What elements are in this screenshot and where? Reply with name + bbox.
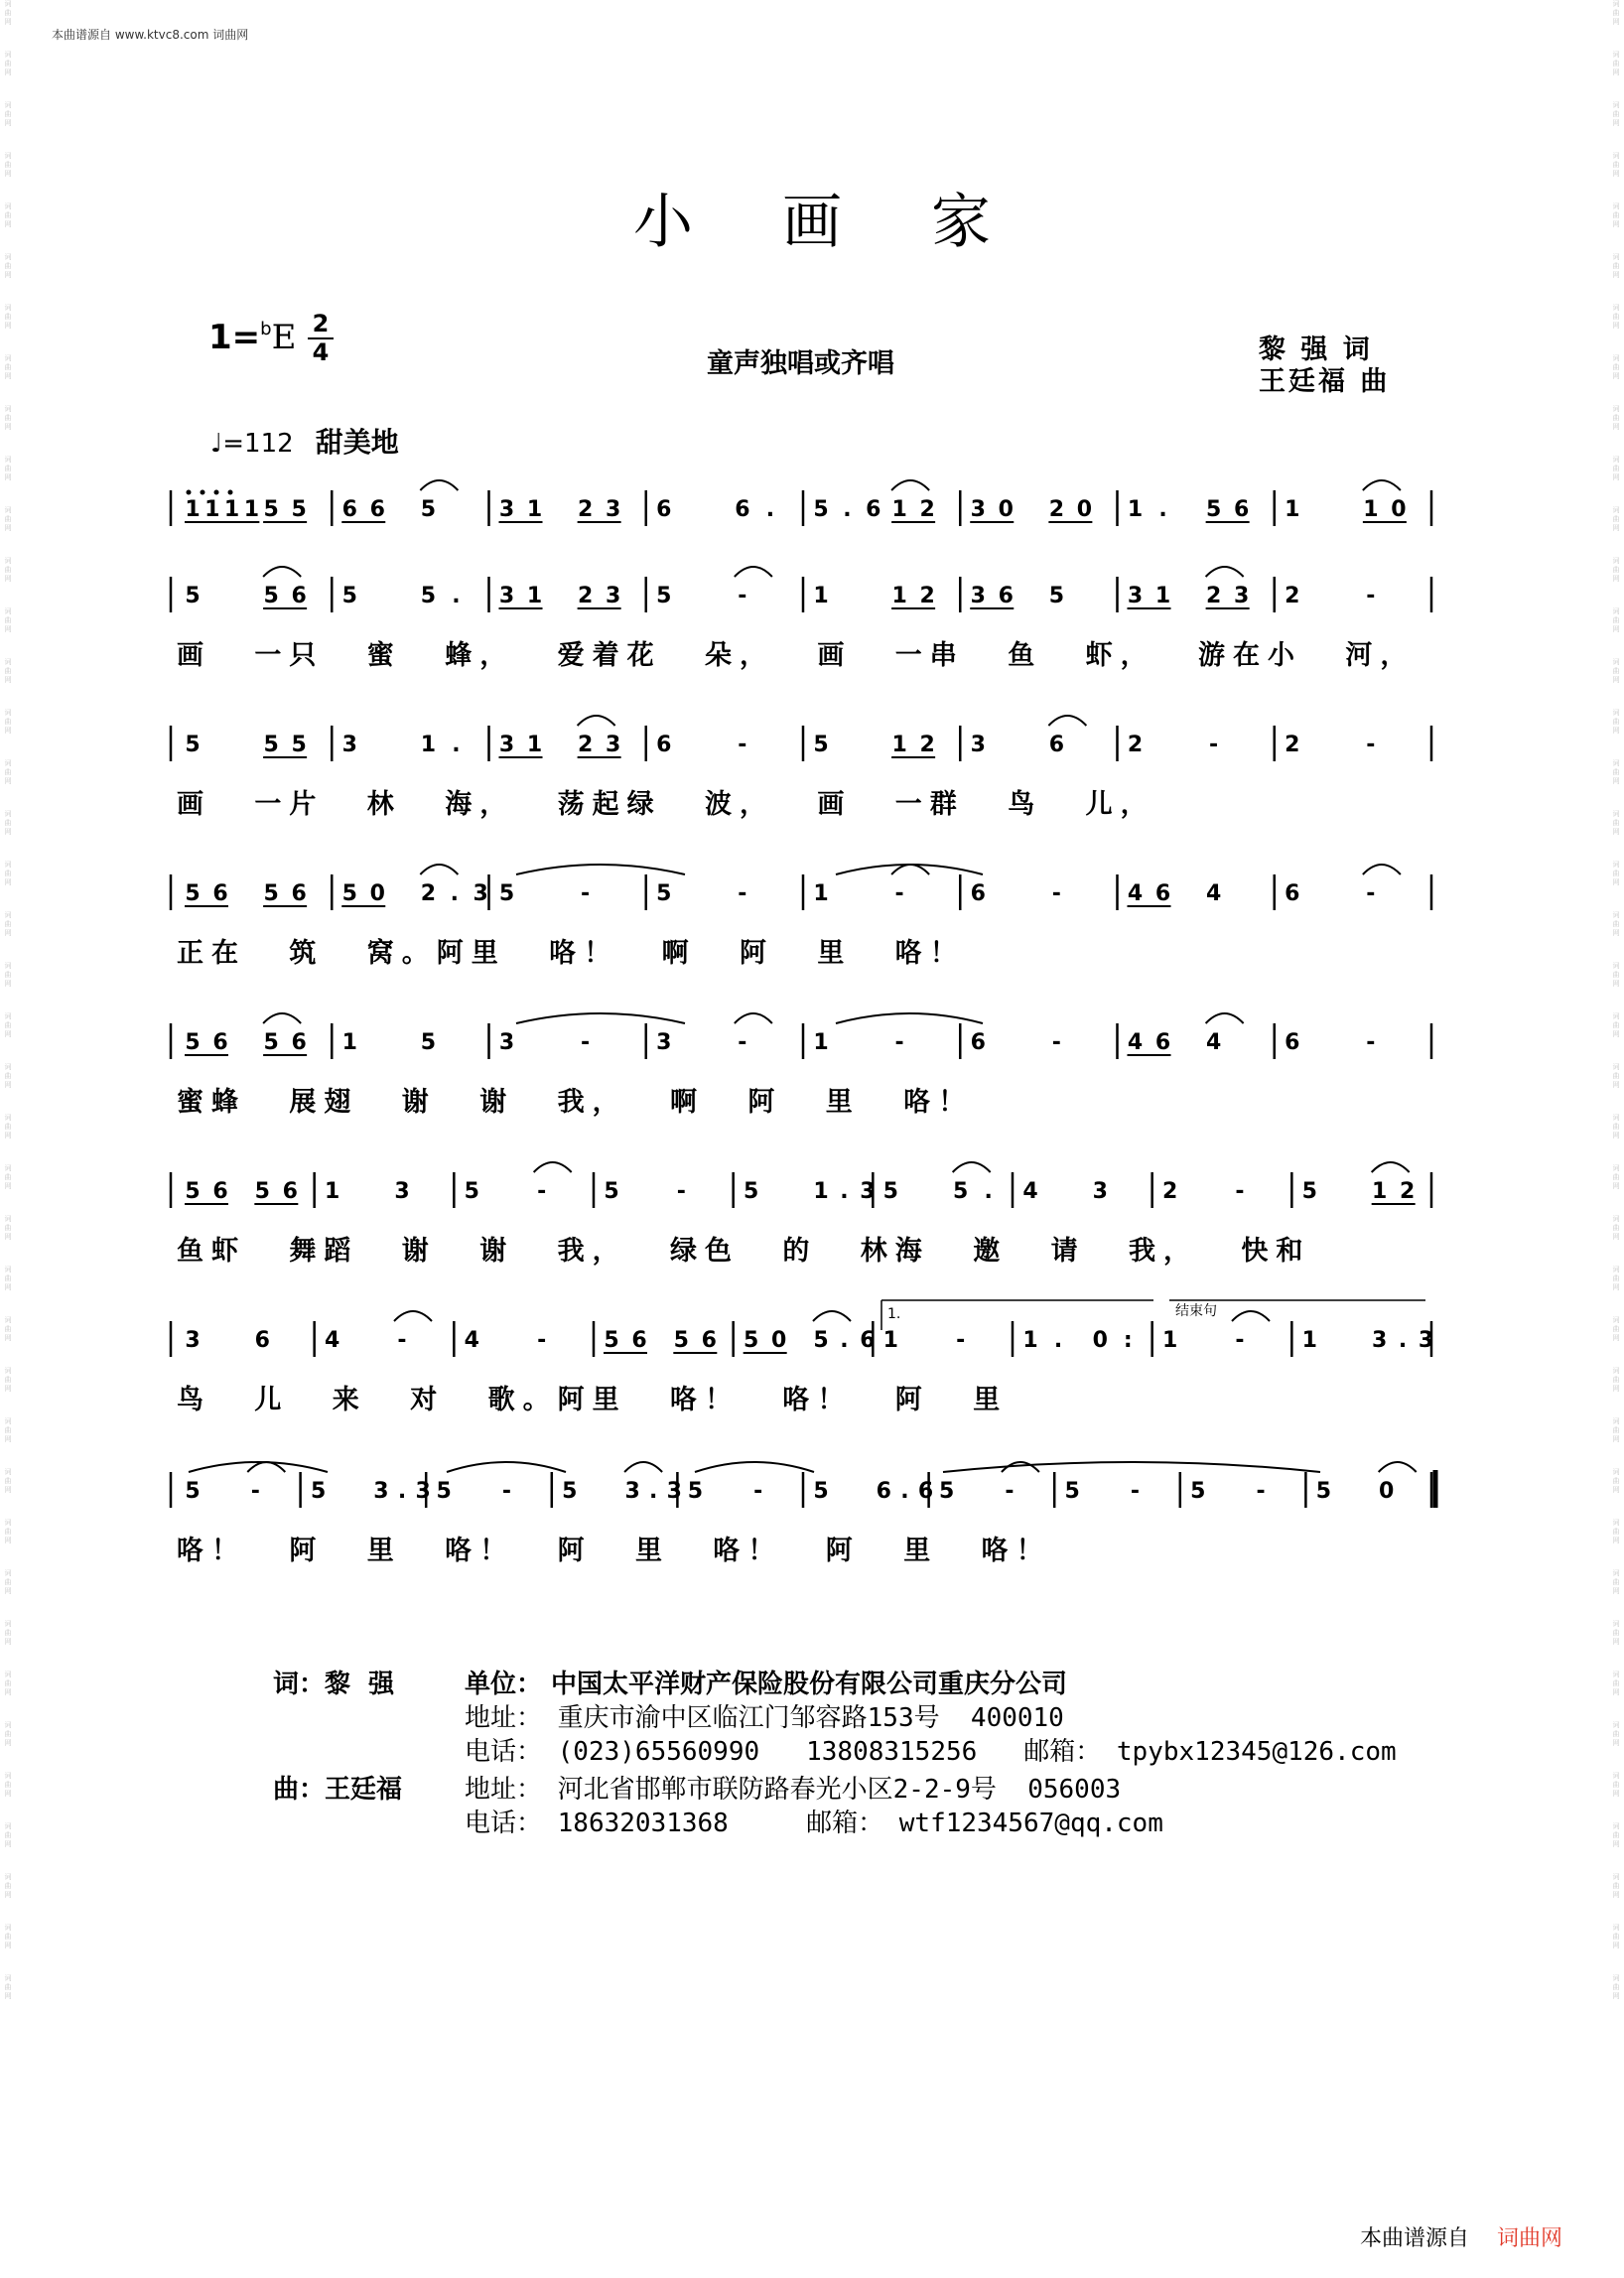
note-digit: 1: [1162, 1328, 1178, 1353]
note-digit: 5: [656, 881, 672, 906]
slur: [516, 1013, 685, 1023]
note-digit: 5: [254, 1179, 270, 1204]
slur: [263, 1013, 301, 1023]
note-digit: 2: [577, 733, 594, 757]
slur: [836, 1013, 983, 1023]
note-digit: 5: [813, 1479, 829, 1504]
note-digit: 5: [263, 497, 279, 522]
slur: [735, 567, 772, 577]
note-digit: 5: [310, 1479, 327, 1504]
sustain-dash: -: [753, 1479, 763, 1504]
note-digit: 2: [1205, 584, 1222, 608]
octave-dot: [228, 490, 233, 495]
note-digit: 1: [204, 497, 220, 522]
note-digit: 1: [325, 1179, 340, 1204]
note-digit: 5: [263, 584, 279, 608]
note-digit: 2: [919, 733, 935, 757]
note-digit: 4: [1127, 1030, 1144, 1055]
note-digit: 6: [291, 881, 307, 906]
note-digit: 5: [604, 1328, 619, 1353]
note-digit: .: [649, 1479, 658, 1504]
note-digit: 5: [263, 881, 279, 906]
sustain-dash: -: [1051, 881, 1061, 906]
note-digit: 5: [1301, 1179, 1317, 1204]
slur: [813, 1311, 851, 1321]
sustain-dash: -: [581, 1030, 591, 1055]
volta-first-label: 1.: [887, 1306, 901, 1322]
note-digit: 5: [185, 1479, 201, 1504]
note-digit: 5: [1048, 584, 1065, 608]
slur: [447, 1462, 566, 1472]
note-digit: 3: [498, 1030, 515, 1055]
note-digit: .: [984, 1179, 993, 1204]
note-digit: 3: [1233, 584, 1250, 608]
slur: [1206, 1013, 1244, 1023]
note-digit: 2: [1162, 1179, 1178, 1204]
octave-dot: [187, 490, 192, 495]
slur: [1232, 1311, 1270, 1321]
sustain-dash: -: [738, 881, 747, 906]
sustain-dash: -: [1051, 1030, 1061, 1055]
slur: [1206, 567, 1244, 577]
note-digit: 3: [605, 497, 621, 522]
slur: [953, 1162, 991, 1172]
note-digit: 6: [917, 1479, 934, 1504]
note-digit: 2: [1285, 584, 1300, 608]
note-digit: 6: [970, 881, 986, 906]
note-digit: 2: [577, 584, 594, 608]
right-watermark-strip: 词 曲 网 词 曲 网 词 曲 网 词 曲 网 词 曲 网 词 曲 网 词 曲 网 词 曲 网 词 曲 网 词 曲 网 词 曲 网 词 曲 网 词 曲 网 词 曲 网 词 曲 网 词 曲 网 词 曲 网 词 曲 网 词 曲 网 词 曲 网 词 曲 网 词 曲 网 词 曲 网 词 曲 网 词 曲 网 词 曲 网 词 曲 网 词 曲 网 词 曲 网 词 曲 网 词 曲 网 词 曲 网 词 曲 网 词 曲 网 词 曲 网 词 曲 网 词 曲 网 词 曲 网 词 曲 网 词 曲 网: [1612, 0, 1620, 2000]
note-digit: 5: [436, 1479, 452, 1504]
composer-label: 曲：王廷福: [273, 1775, 403, 1805]
note-digit: 5: [420, 1030, 437, 1055]
note-digit: :: [1123, 1328, 1133, 1353]
slur: [578, 716, 615, 726]
note-digit: 6: [1154, 881, 1171, 906]
note-digit: 1: [1363, 497, 1379, 522]
slur: [1372, 1162, 1410, 1172]
sustain-dash: -: [537, 1328, 547, 1353]
note-digit: 1: [341, 1030, 357, 1055]
note-digit: 3: [1418, 1328, 1434, 1353]
note-digit: 1: [526, 584, 543, 608]
note-digit: 5: [953, 1179, 969, 1204]
sustain-dash: -: [1235, 1179, 1245, 1204]
note-digit: 6: [282, 1179, 298, 1204]
note-digit: 5: [291, 733, 307, 757]
octave-dot: [201, 490, 205, 495]
composer-credit: 王廷福 曲: [1259, 366, 1391, 397]
note-digit: 2: [1400, 1179, 1416, 1204]
note-digit: .: [397, 1479, 407, 1504]
note-digit: 5: [420, 497, 437, 522]
left-watermark-strip: 词 曲 网 词 曲 网 词 曲 网 词 曲 网 词 曲 网 词 曲 网 词 曲 网 词 曲 网 词 曲 网 词 曲 网 词 曲 网 词 曲 网 词 曲 网 词 曲 网 词 曲 网 词 曲 网 词 曲 网 词 曲 网 词 曲 网 词 曲 网 词 曲 网 词 曲 网 词 曲 网 词 曲 网 词 曲 网 词 曲 网 词 曲 网 词 曲 网 词 曲 网 词 曲 网 词 曲 网 词 曲 网 词 曲 网 词 曲 网 词 曲 网 词 曲 网 词 曲 网 词 曲 网 词 曲 网 词 曲 网: [4, 0, 12, 2000]
note-digit: 1: [420, 733, 437, 757]
note-digit: 6: [291, 1030, 307, 1055]
footer-source: 本曲谱源自: [1360, 2226, 1470, 2251]
note-digit: 3: [605, 733, 621, 757]
note-digit: 5: [498, 881, 515, 906]
sustain-dash: -: [738, 1030, 747, 1055]
sustain-dash: -: [956, 1328, 966, 1353]
note-digit: 1: [813, 1030, 829, 1055]
note-digit: 4: [325, 1328, 340, 1353]
note-digit: 5: [656, 584, 672, 608]
note-digit: 6: [876, 1479, 891, 1504]
note-digit: 2: [919, 584, 935, 608]
note-digit: 5: [1205, 497, 1222, 522]
note-digit: .: [900, 1479, 909, 1504]
note-digit: 1: [813, 1179, 829, 1204]
slur: [943, 1462, 1320, 1472]
sustain-dash: -: [1366, 1030, 1376, 1055]
note-digit: .: [1158, 497, 1167, 522]
ending-label: 结束句: [1175, 1303, 1217, 1319]
tempo-character: 甜美地: [315, 426, 399, 459]
note-digit: 5: [341, 584, 357, 608]
flat-sign: b: [260, 319, 272, 339]
note-digit: 3: [624, 1479, 640, 1504]
note-digit: 1: [1154, 584, 1171, 608]
lyrics-row-7: 咯！ 阿 里 咯！ 阿 里 咯！ 阿 里 咯！: [177, 1536, 1051, 1566]
sustain-dash: -: [1235, 1328, 1245, 1353]
note-digit: 5: [185, 733, 201, 757]
sustain-dash: -: [894, 881, 904, 906]
sustain-dash: -: [1130, 1479, 1141, 1504]
lyricist-address: 地址： 重庆市渝中区临江门邹容路153号 400010: [465, 1703, 1064, 1733]
sustain-dash: -: [676, 1179, 686, 1204]
sustain-dash: -: [1005, 1479, 1015, 1504]
lyrics-row-1: 画 一只 蜜 蜂， 爱着花 朵， 画 一串 鱼 虾， 游在小 河，: [177, 640, 1416, 671]
note-digit: 3: [498, 584, 515, 608]
note-digit: 6: [212, 881, 228, 906]
note-digit: 4: [464, 1328, 479, 1353]
note-digit: 6: [701, 1328, 717, 1353]
note-digit: 6: [254, 1328, 270, 1353]
note-digit: 4: [1205, 881, 1222, 906]
note-digit: 1: [891, 497, 907, 522]
sustain-dash: -: [1209, 733, 1219, 757]
composer-phone: 电话： 18632031368 邮箱： wtf1234567@qq.com: [465, 1809, 1163, 1838]
note-digit: 1: [813, 881, 829, 906]
note-digit: 6: [212, 1030, 228, 1055]
note-digit: .: [1398, 1328, 1408, 1353]
slur: [735, 1013, 772, 1023]
source-header: 本曲谱源自 www.ktvc8.com 词曲网: [52, 28, 249, 42]
note-digit: 6: [735, 497, 750, 522]
note-digit: 3: [970, 584, 986, 608]
sustain-dash: -: [581, 881, 591, 906]
sustain-dash: -: [894, 1030, 904, 1055]
note-digit: 1: [1022, 1328, 1038, 1353]
note-digit: 1: [243, 497, 259, 522]
note-digit: .: [452, 733, 461, 757]
note-digit: 3: [666, 1479, 682, 1504]
note-digit: .: [843, 497, 852, 522]
note-digit: 5: [464, 1179, 479, 1204]
note-digit: 5: [341, 881, 357, 906]
note-digit: 0: [369, 881, 385, 906]
lyricist-unit: 单位： 中国太平洋财产保险股份有限公司重庆分公司: [465, 1670, 1068, 1699]
note-digit: 5: [420, 584, 437, 608]
lyrics-row-2: 画 一片 林 海， 荡起绿 波， 画 一群 鸟 儿，: [177, 789, 1155, 820]
lyrics-row-3: 正在 筑 窝。阿里 咯！ 啊 阿 里 咯！: [177, 938, 965, 969]
note-digit: .: [840, 1179, 849, 1204]
note-digit: 0: [1379, 1479, 1395, 1504]
sustain-dash: -: [738, 584, 747, 608]
note-digit: 6: [1154, 1030, 1171, 1055]
slur: [891, 480, 929, 490]
note-digit: 0: [1092, 1328, 1108, 1353]
note-digit: 5: [604, 1179, 619, 1204]
note-digit: 5: [185, 1179, 201, 1204]
note-digit: 5: [185, 1030, 201, 1055]
sustain-dash: -: [537, 1179, 547, 1204]
note-digit: 6: [860, 1328, 876, 1353]
note-digit: 1: [813, 584, 829, 608]
note-digit: 3: [1092, 1179, 1108, 1204]
key-name: E: [271, 318, 297, 357]
note-digit: .: [452, 584, 461, 608]
note-digit: 6: [341, 497, 357, 522]
note-digit: 5: [562, 1479, 578, 1504]
sustain-dash: -: [738, 733, 747, 757]
note-digit: 3: [1372, 1328, 1388, 1353]
slur: [420, 865, 458, 874]
slur: [624, 1462, 662, 1472]
note-digit: 1: [185, 497, 201, 522]
note-digit: 5: [673, 1328, 689, 1353]
note-digit: 2: [577, 497, 594, 522]
note-digit: 2: [1127, 733, 1144, 757]
note-digit: 5: [1064, 1479, 1080, 1504]
footer-site: 词曲网: [1497, 2226, 1563, 2251]
lyricist-phone: 电话： (023)65560990 13808315256 邮箱： tpybx12345@126.com: [465, 1737, 1397, 1767]
time-bottom: 4: [312, 338, 330, 366]
note-digit: .: [840, 1328, 849, 1353]
note-digit: 5: [687, 1479, 704, 1504]
note-digit: 2: [919, 497, 935, 522]
note-digit: 5: [813, 497, 829, 522]
note-digit: 3: [473, 881, 488, 906]
sustain-dash: -: [1366, 733, 1376, 757]
slur: [516, 865, 685, 874]
note-digit: 1: [891, 733, 907, 757]
slur: [1048, 716, 1086, 726]
note-digit: 5: [291, 497, 307, 522]
note-digit: 5: [744, 1328, 759, 1353]
lyrics-row-5: 鱼虾 舞蹈 谢 谢 我， 绿色 的 林海 邀 请 我， 快和: [177, 1236, 1311, 1267]
slur: [1363, 480, 1401, 490]
lyricist-label: 词：黎 强: [273, 1670, 395, 1699]
note-digit: 1: [526, 497, 543, 522]
note-digit: 1: [1127, 497, 1144, 522]
note-digit: 6: [998, 584, 1014, 608]
note-digit: 6: [212, 1179, 228, 1204]
note-digit: 6: [291, 584, 307, 608]
note-digit: 0: [771, 1328, 787, 1353]
slur: [394, 1311, 432, 1321]
note-digit: 6: [866, 497, 881, 522]
note-digit: 3: [394, 1179, 410, 1204]
note-digit: 3: [1127, 584, 1144, 608]
note-digit: 2: [1285, 733, 1300, 757]
note-digit: 3: [415, 1479, 431, 1504]
note-digit: 6: [970, 1030, 986, 1055]
octave-dot: [214, 490, 219, 495]
slur: [534, 1162, 572, 1172]
sustain-dash: -: [1256, 1479, 1266, 1504]
sustain-dash: -: [1366, 881, 1376, 906]
note-digit: 1: [223, 497, 240, 522]
composer-address: 地址： 河北省邯郸市联防路春光小区2-2-9号 056003: [465, 1775, 1122, 1805]
note-digit: .: [450, 881, 459, 906]
note-digit: 1: [1285, 497, 1300, 522]
note-digit: 3: [970, 497, 986, 522]
slur: [1379, 1462, 1417, 1472]
note-digit: 3: [970, 733, 986, 757]
slur: [1363, 865, 1401, 874]
note-digit: 3: [341, 733, 357, 757]
note-digit: 3: [498, 733, 515, 757]
note-digit: 5: [185, 881, 201, 906]
slur: [891, 865, 929, 874]
lyricist-credit: 黎 强 词: [1259, 335, 1373, 365]
note-digit: 1: [526, 733, 543, 757]
note-digit: 0: [1076, 497, 1093, 522]
sustain-dash: -: [250, 1479, 260, 1504]
note-digit: 0: [1391, 497, 1407, 522]
song-title: 小画家: [633, 188, 1080, 257]
note-digit: 5: [813, 733, 829, 757]
note-digit: 1: [1301, 1328, 1317, 1353]
lyrics-row-6: 鸟 儿 来 对 歌。阿里 咯！ 咯！ 阿 里: [177, 1385, 1009, 1415]
note-digit: .: [765, 497, 775, 522]
note-digit: 3: [605, 584, 621, 608]
lyrics-row-4: 蜜蜂 展翅 谢 谢 我， 啊 阿 里 咯！: [177, 1087, 974, 1118]
tempo-value: ♩=112: [210, 429, 294, 459]
note-digit: 6: [1285, 1030, 1300, 1055]
note-digit: 3: [373, 1479, 389, 1504]
note-digit: 6: [656, 497, 672, 522]
note-digit: 5: [263, 733, 279, 757]
slur: [695, 1462, 814, 1472]
key-prefix: 1=: [208, 318, 261, 357]
note-digit: 3: [860, 1179, 876, 1204]
note-digit: 5: [938, 1479, 955, 1504]
sustain-dash: -: [1366, 584, 1376, 608]
note-digit: 2: [420, 881, 437, 906]
sustain-dash: -: [501, 1479, 512, 1504]
note-digit: 5: [813, 1328, 829, 1353]
note-digit: 5: [263, 1030, 279, 1055]
slur: [836, 865, 983, 874]
note-digit: 5: [744, 1179, 759, 1204]
slur: [263, 567, 301, 577]
note-digit: 4: [1127, 881, 1144, 906]
note-digit: .: [1053, 1328, 1063, 1353]
note-digit: 6: [1233, 497, 1250, 522]
note-digit: 4: [1205, 1030, 1222, 1055]
note-digit: 6: [1048, 733, 1065, 757]
note-digit: 3: [185, 1328, 201, 1353]
note-digit: 1: [891, 584, 907, 608]
note-digit: 6: [631, 1328, 647, 1353]
note-digit: 5: [1315, 1479, 1332, 1504]
sustain-dash: -: [397, 1328, 407, 1353]
note-digit: 3: [498, 497, 515, 522]
note-digit: 5: [185, 584, 201, 608]
note-digit: 5: [882, 1179, 898, 1204]
note-digit: 5: [1190, 1479, 1206, 1504]
slur: [420, 480, 458, 490]
note-digit: 3: [656, 1030, 672, 1055]
note-digit: 4: [1022, 1179, 1038, 1204]
note-digit: 6: [1285, 881, 1300, 906]
note-digit: 2: [1048, 497, 1065, 522]
performance-note: 童声独唱或齐唱: [707, 348, 894, 379]
note-digit: 1: [1372, 1179, 1388, 1204]
note-digit: 6: [369, 497, 385, 522]
note-digit: 1: [882, 1328, 898, 1353]
time-top: 2: [312, 310, 330, 337]
note-digit: 6: [656, 733, 672, 757]
note-digit: 0: [998, 497, 1014, 522]
